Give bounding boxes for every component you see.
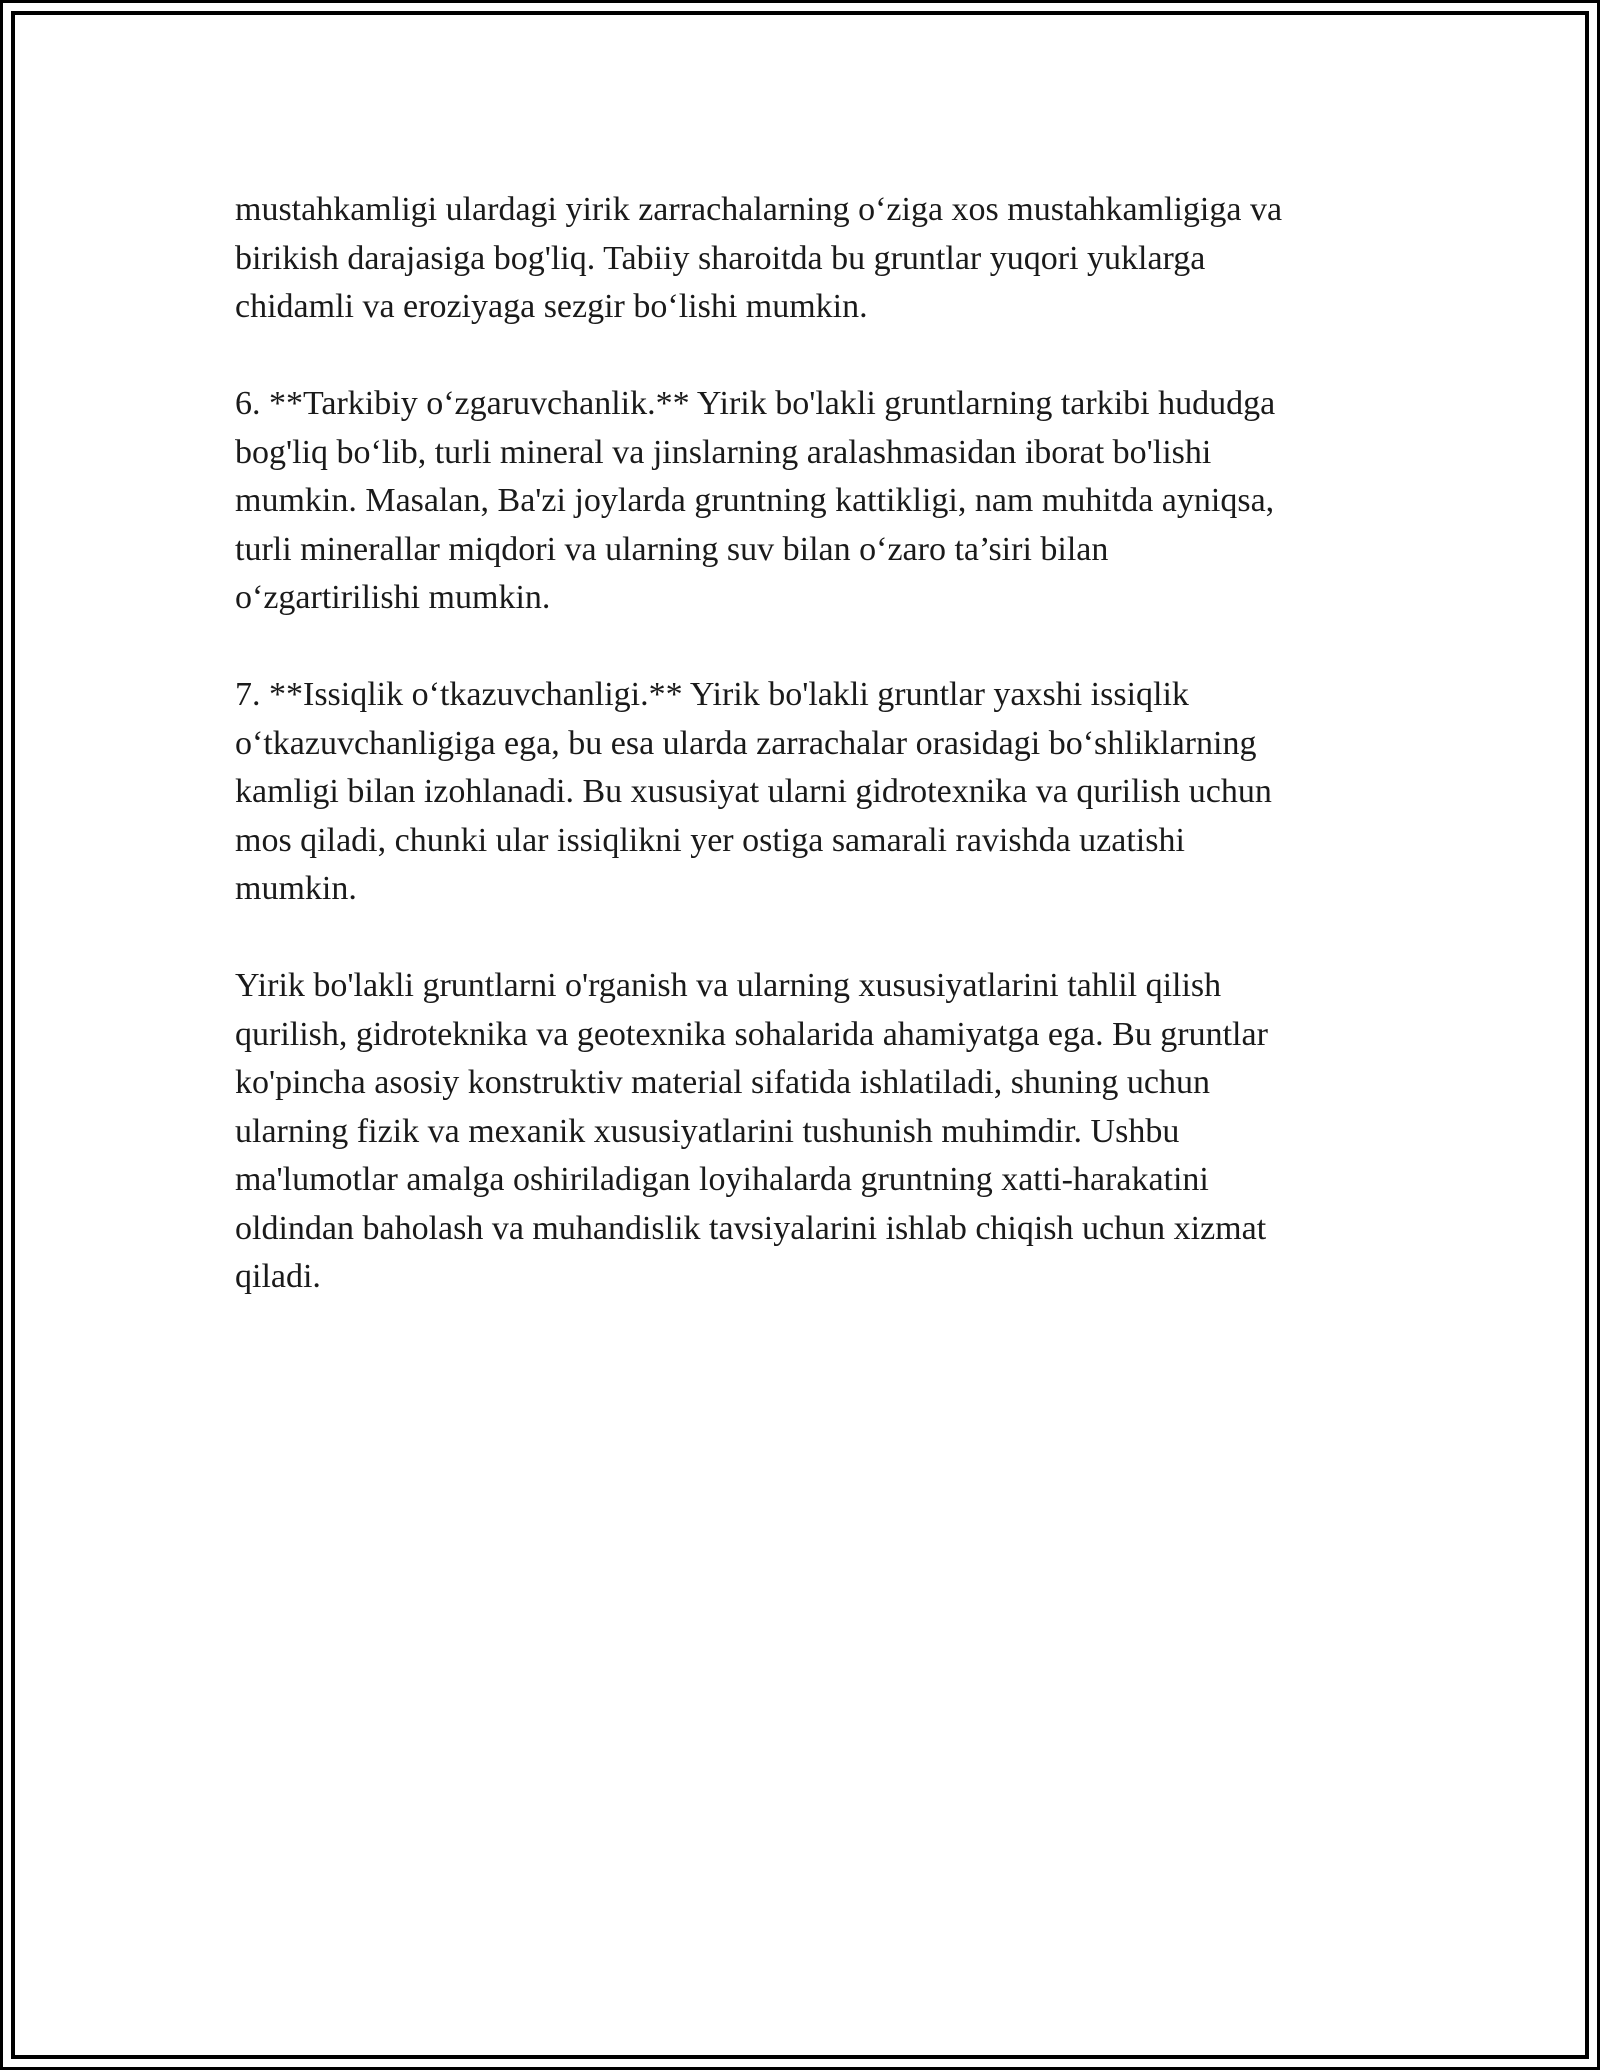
text-line: bog'liq bo‘lib, turli mineral va jinslarning aralashmasidan iborat bo'lishi [235,433,1212,471]
text-line: 6. **Tarkibiy o‘zgaruvchanlik.** Yirik bo'lakli gruntlarning tarkibi hududga [235,385,1276,422]
text-line: turli minerallar miqdori va ularning suv bilan o‘zaro ta’siri bilan [235,530,1109,568]
text-line: Yirik bo'lakli gruntlarni o'rganish va ularning xususiyatlarini tahlil qilish [235,967,1222,1004]
text-line: chidamli va eroziyaga sezgir bo‘lishi mumkin. [235,288,868,325]
text-line: ularning fizik va mexanik xususiyatlarini tushunish muhimdir. Ushbu [235,1112,1180,1150]
text-line: ko'pincha asosiy konstruktiv material sifatida ishlatiladi, shuning uchun [235,1064,1210,1101]
text-line: qiladi. [235,1258,321,1295]
paragraph-conclusion [235,962,1385,1302]
text-line: o‘zgartirilishi mumkin. [235,579,551,616]
document-body [235,186,1385,1350]
text-line: ma'lumotlar amalga oshiriladigan loyihalarda gruntning xatti-harakatini [235,1161,1209,1198]
text-line: mumkin. Masalan, Ba'zi joylarda gruntning kattikligi, nam muhitda ayniqsa, [235,482,1275,519]
paragraph-item-6 [235,380,1385,623]
text-line: o‘tkazuvchanligiga ega, bu esa ularda zarrachalar orasidagi bo‘shliklarning [235,724,1257,762]
text-line: 7. **Issiqlik o‘tkazuvchanligi.** Yirik bo'lakli gruntlar yaxshi issiqlik [235,676,1189,713]
text-line: mumkin. [235,870,357,907]
paragraph-item-7 [235,671,1385,914]
text-line: qurilish, gidroteknika va geotexnika sohalarida ahamiyatga ega. Bu gruntlar [235,1015,1268,1053]
text-line: mos qiladi, chunki ular issiqlikni yer ostiga samarali ravishda uzatishi [235,821,1185,859]
text-line: birikish darajasiga bog'liq. Tabiiy sharoitda bu gruntlar yuqori yuklarga [235,239,1206,277]
text-line: oldindan baholash va muhandislik tavsiyalarini ishlab chiqish uchun xizmat [235,1209,1267,1247]
text-line: mustahkamligi ulardagi yirik zarrachalarning o‘ziga xos mustahkamligiga va [235,191,1283,228]
paragraph-continuation [235,186,1385,332]
text-line: kamligi bilan izohlanadi. Bu xususiyat ularni gidrotexnika va qurilish uchun [235,773,1272,810]
